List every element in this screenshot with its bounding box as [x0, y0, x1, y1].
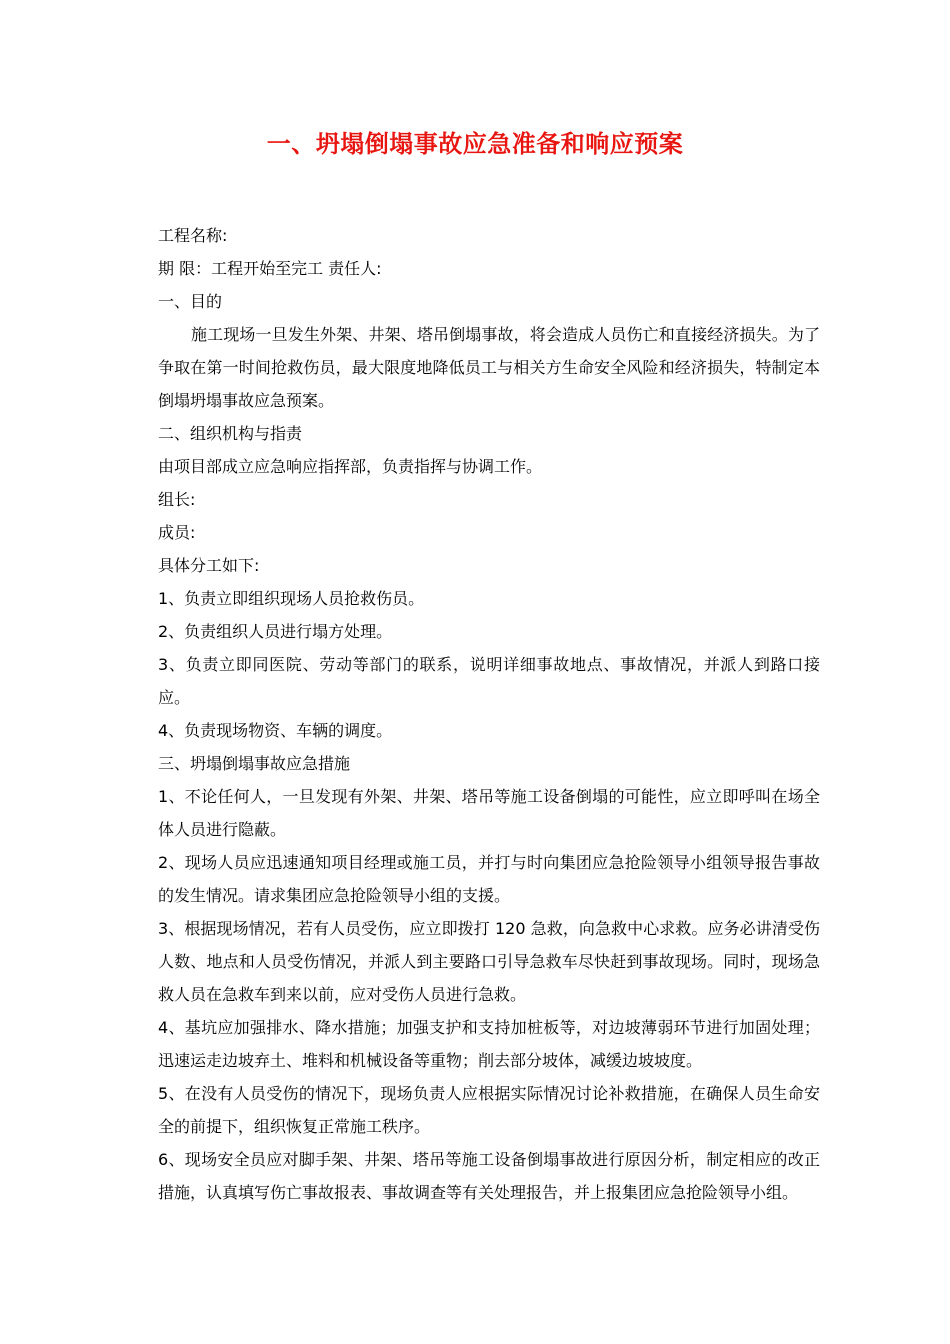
paragraph: 3、负责立即同医院、劳动等部门的联系，说明详细事故地点、事故情况，并派人到路口接应。: [158, 655, 820, 707]
paragraph: 期 限：工程开始至完工 责任人:: [158, 259, 382, 278]
paragraph: 施工现场一旦发生外架、井架、塔吊倒塌事故，将会造成人员伤亡和直接经济损失。为了争取在第一时间抢救伤员，最大限度地降低员工与相关方生命安全风险和经济损失，特制定本倒塌坍塌事故应急预案。: [158, 325, 820, 410]
paragraph: 2、现场人员应迅速通知项目经理或施工员，并打与时向集团应急抢险领导小组领导报告事故的发生情况。请求集团应急抢险领导小组的支援。: [158, 853, 820, 905]
paragraph: 三、坍塌倒塌事故应急措施: [158, 754, 351, 773]
paragraph: 工程名称:: [158, 226, 228, 245]
paragraph: 5、在没有人员受伤的情况下，现场负责人应根据实际情况讨论补救措施，在确保人员生命安全的前提下，组织恢复正常施工秩序。: [158, 1084, 820, 1136]
paragraph: 成员:: [158, 523, 196, 542]
paragraph: 组长:: [158, 490, 196, 509]
paragraph: 6、现场安全员应对脚手架、井架、塔吊等施工设备倒塌事故进行原因分析，制定相应的改正措施，认真填写伤亡事故报表、事故调查等有关处理报告，并上报集团应急抢险领导小组。: [158, 1150, 820, 1202]
paragraph: 二、组织机构与指责: [158, 424, 303, 443]
paragraph: 由项目部成立应急响应指挥部，负责指挥与协调工作。: [158, 457, 543, 476]
paragraph: 4、负责现场物资、车辆的调度。: [158, 721, 393, 740]
paragraph: 1、不论任何人，一旦发现有外架、井架、塔吊等施工设备倒塌的可能性，应立即呼叫在场全体人员进行隐蔽。: [158, 787, 820, 839]
paragraph: 具体分工如下:: [158, 556, 260, 575]
paragraph: 2、负责组织人员进行塌方处理。: [158, 622, 393, 641]
document-title: 一、坍塌倒塌事故应急准备和响应预案: [266, 130, 684, 158]
paragraph: 4、基坑应加强排水、降水措施；加强支护和支持加桩板等，对边坡薄弱环节进行加固处理；迅速运走边坡弃土、堆料和机械设备等重物；削去部分坡体，减缓边坡坡度。: [158, 1018, 820, 1070]
paragraph: 1、负责立即组织现场人员抢救伤员。: [158, 589, 425, 608]
paragraph: 一、目的: [158, 292, 223, 311]
document-body: [158, 219, 820, 1209]
paragraph: 3、根据现场情况，若有人员受伤，应立即拨打 120 急救，向急救中心求救。应务必讲清受伤人数、地点和人员受伤情况，并派人到主要路口引导急救车尽快赶到事故现场。同时，现场急救人员在急救车到来以前，应对受伤人员进行急救。: [158, 919, 820, 1004]
